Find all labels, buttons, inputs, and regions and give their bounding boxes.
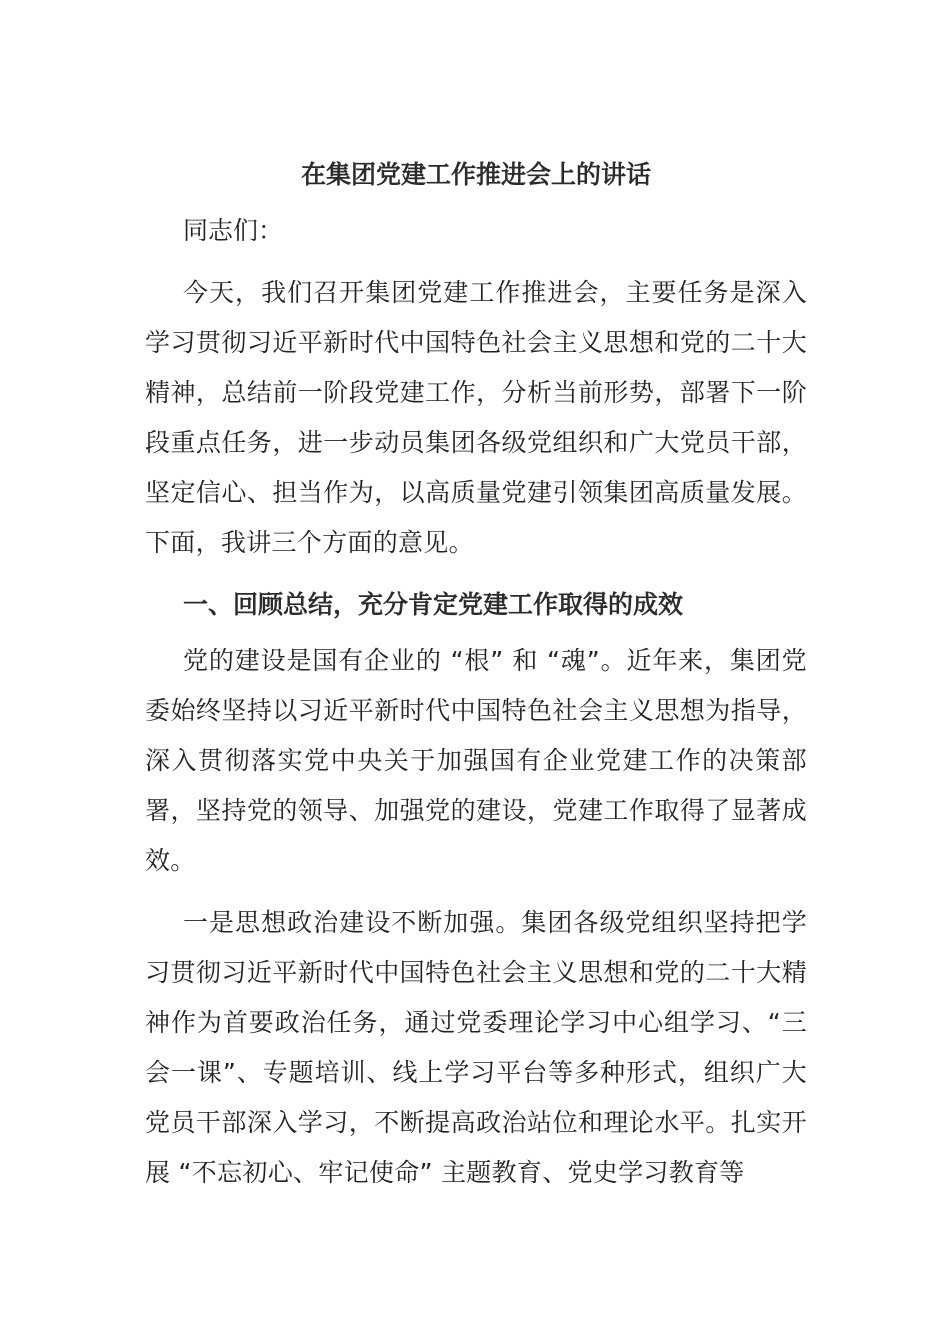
section-heading-1: 一、回顾总结，充分肯定党建工作取得的成效 [183, 590, 684, 619]
intro-paragraph: 今天，我们召开集团党建工作推进会，主要任务是深入学习贯彻习近平新时代中国特色社会主义思想和党的二十大精神，总结前一阶段党建工作，分析当前形势，部署下一阶段重点任务，进一步动员集团各级党组织和广大党员干部，坚定信心、担当作为，以高质量党建引领集团高质量发展。下面，我讲三个方面的意见。 [145, 278, 807, 557]
salutation: 同志们： [183, 216, 284, 245]
section1-paragraph-2: 一是思想政治建设不断加强。集团各级党组织坚持把学习贯彻习近平新时代中国特色社会主义思想和党的二十大精神作为首要政治任务，通过党委理论学习中心组学习、“三会一课”、专题培训、线上学习平台等多种形式，组织广大党员干部深入学习，不断提高政治站位和理论水平。扎实开展 “不忘初心、牢记使命” 主题教育、党史学习教育等 [145, 908, 807, 1187]
document-title: 在集团党建工作推进会上的讲话 [300, 160, 651, 189]
document-page [145, 150, 807, 1198]
section1-paragraph-1: 党的建设是国有企业的 “根” 和 “魂”。近年来，集团党委始终坚持以习近平新时代中国特色社会主义思想为指导，深入贯彻落实党中央关于加强国有企业党建工作的决策部署，坚持党的领导、加强党的建设，党建工作取得了显著成效。 [145, 646, 807, 875]
